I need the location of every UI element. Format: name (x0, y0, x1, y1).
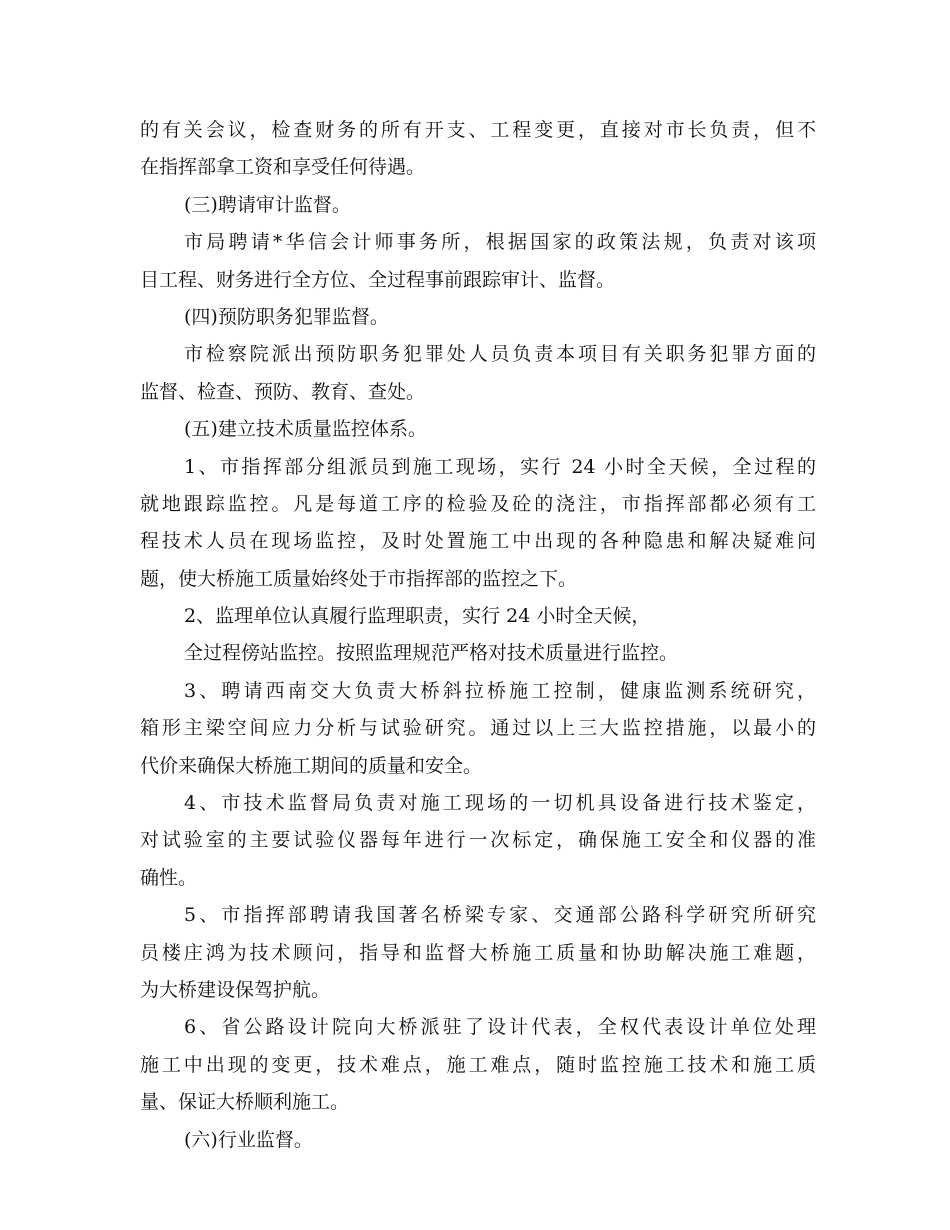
text-line: 监督、检查、预防、教育、查处。 (140, 380, 426, 403)
section-heading: (四)预防职务犯罪监督。 (184, 305, 389, 328)
text-line: 6、省公路设计院向大桥派驻了设计代表，全权代表设计单位处理 (184, 1016, 816, 1039)
text-line: 对试验室的主要试验仪器每年进行一次标定，确保施工安全和仪器的准 (140, 829, 816, 852)
text-line: 目工程、财务进行全方位、全过程事前跟踪审计、监督。 (140, 268, 616, 291)
text-line: 程技术人员在现场监控，及时处置施工中出现的各种隐患和解决疑难问 (140, 530, 816, 553)
text-line: 确性。 (140, 866, 198, 889)
text-line: 2、监理单位认真履行监理职责，实行 24 小时全天候， (184, 605, 651, 628)
text-line: 5、市指挥部聘请我国著名桥梁专家、交通部公路科学研究所研究 (184, 904, 816, 927)
text-line: 市局聘请*华信会计师事务所，根据国家的政策法规，负责对该项 (184, 231, 816, 254)
text-line: 4、市技术监督局负责对施工现场的一切机具设备进行技术鉴定， (184, 792, 816, 815)
section-heading: (六)行业监督。 (184, 1128, 313, 1151)
text-line: 量、保证大桥顺利施工。 (140, 1091, 350, 1114)
text-line: 市检察院派出预防职务犯罪处人员负责本项目有关职务犯罪方面的 (184, 343, 816, 366)
text-line: 为大桥建设保驾护航。 (140, 978, 331, 1001)
section-heading: (三)聘请审计监督。 (184, 193, 351, 216)
text-line: 全过程傍站监控。按照监理规范严格对技术质量进行监控。 (184, 642, 679, 665)
text-line: 员楼庄鸿为技术顾问，指导和监督大桥施工质量和协助解决施工难题， (140, 941, 816, 964)
text-line: 3、聘请西南交大负责大桥斜拉桥施工控制，健康监测系统研究， (184, 679, 816, 702)
document-body (140, 112, 816, 1159)
text-line: 题，使大桥施工质量始终处于市指挥部的监控之下。 (140, 567, 578, 590)
text-line: 就地跟踪监控。凡是每道工序的检验及砼的浇注，市指挥部都必须有工 (140, 492, 816, 515)
text-line: 1、市指挥部分组派员到施工现场，实行 24 小时全天候，全过程的 (184, 455, 816, 478)
section-heading: (五)建立技术质量监控体系。 (184, 418, 427, 441)
text-line: 的有关会议，检查财务的所有开支、工程变更，直接对市长负责，但不 (140, 119, 816, 141)
text-line: 代价来确保大桥施工期间的质量和安全。 (140, 754, 483, 777)
text-line: 在指挥部拿工资和享受任何待遇。 (140, 156, 426, 179)
text-line: 施工中出现的变更，技术难点，施工难点，随时监控施工技术和施工质 (140, 1053, 816, 1076)
text-line: 箱形主梁空间应力分析与试验研究。通过以上三大监控措施，以最小的 (140, 717, 816, 740)
